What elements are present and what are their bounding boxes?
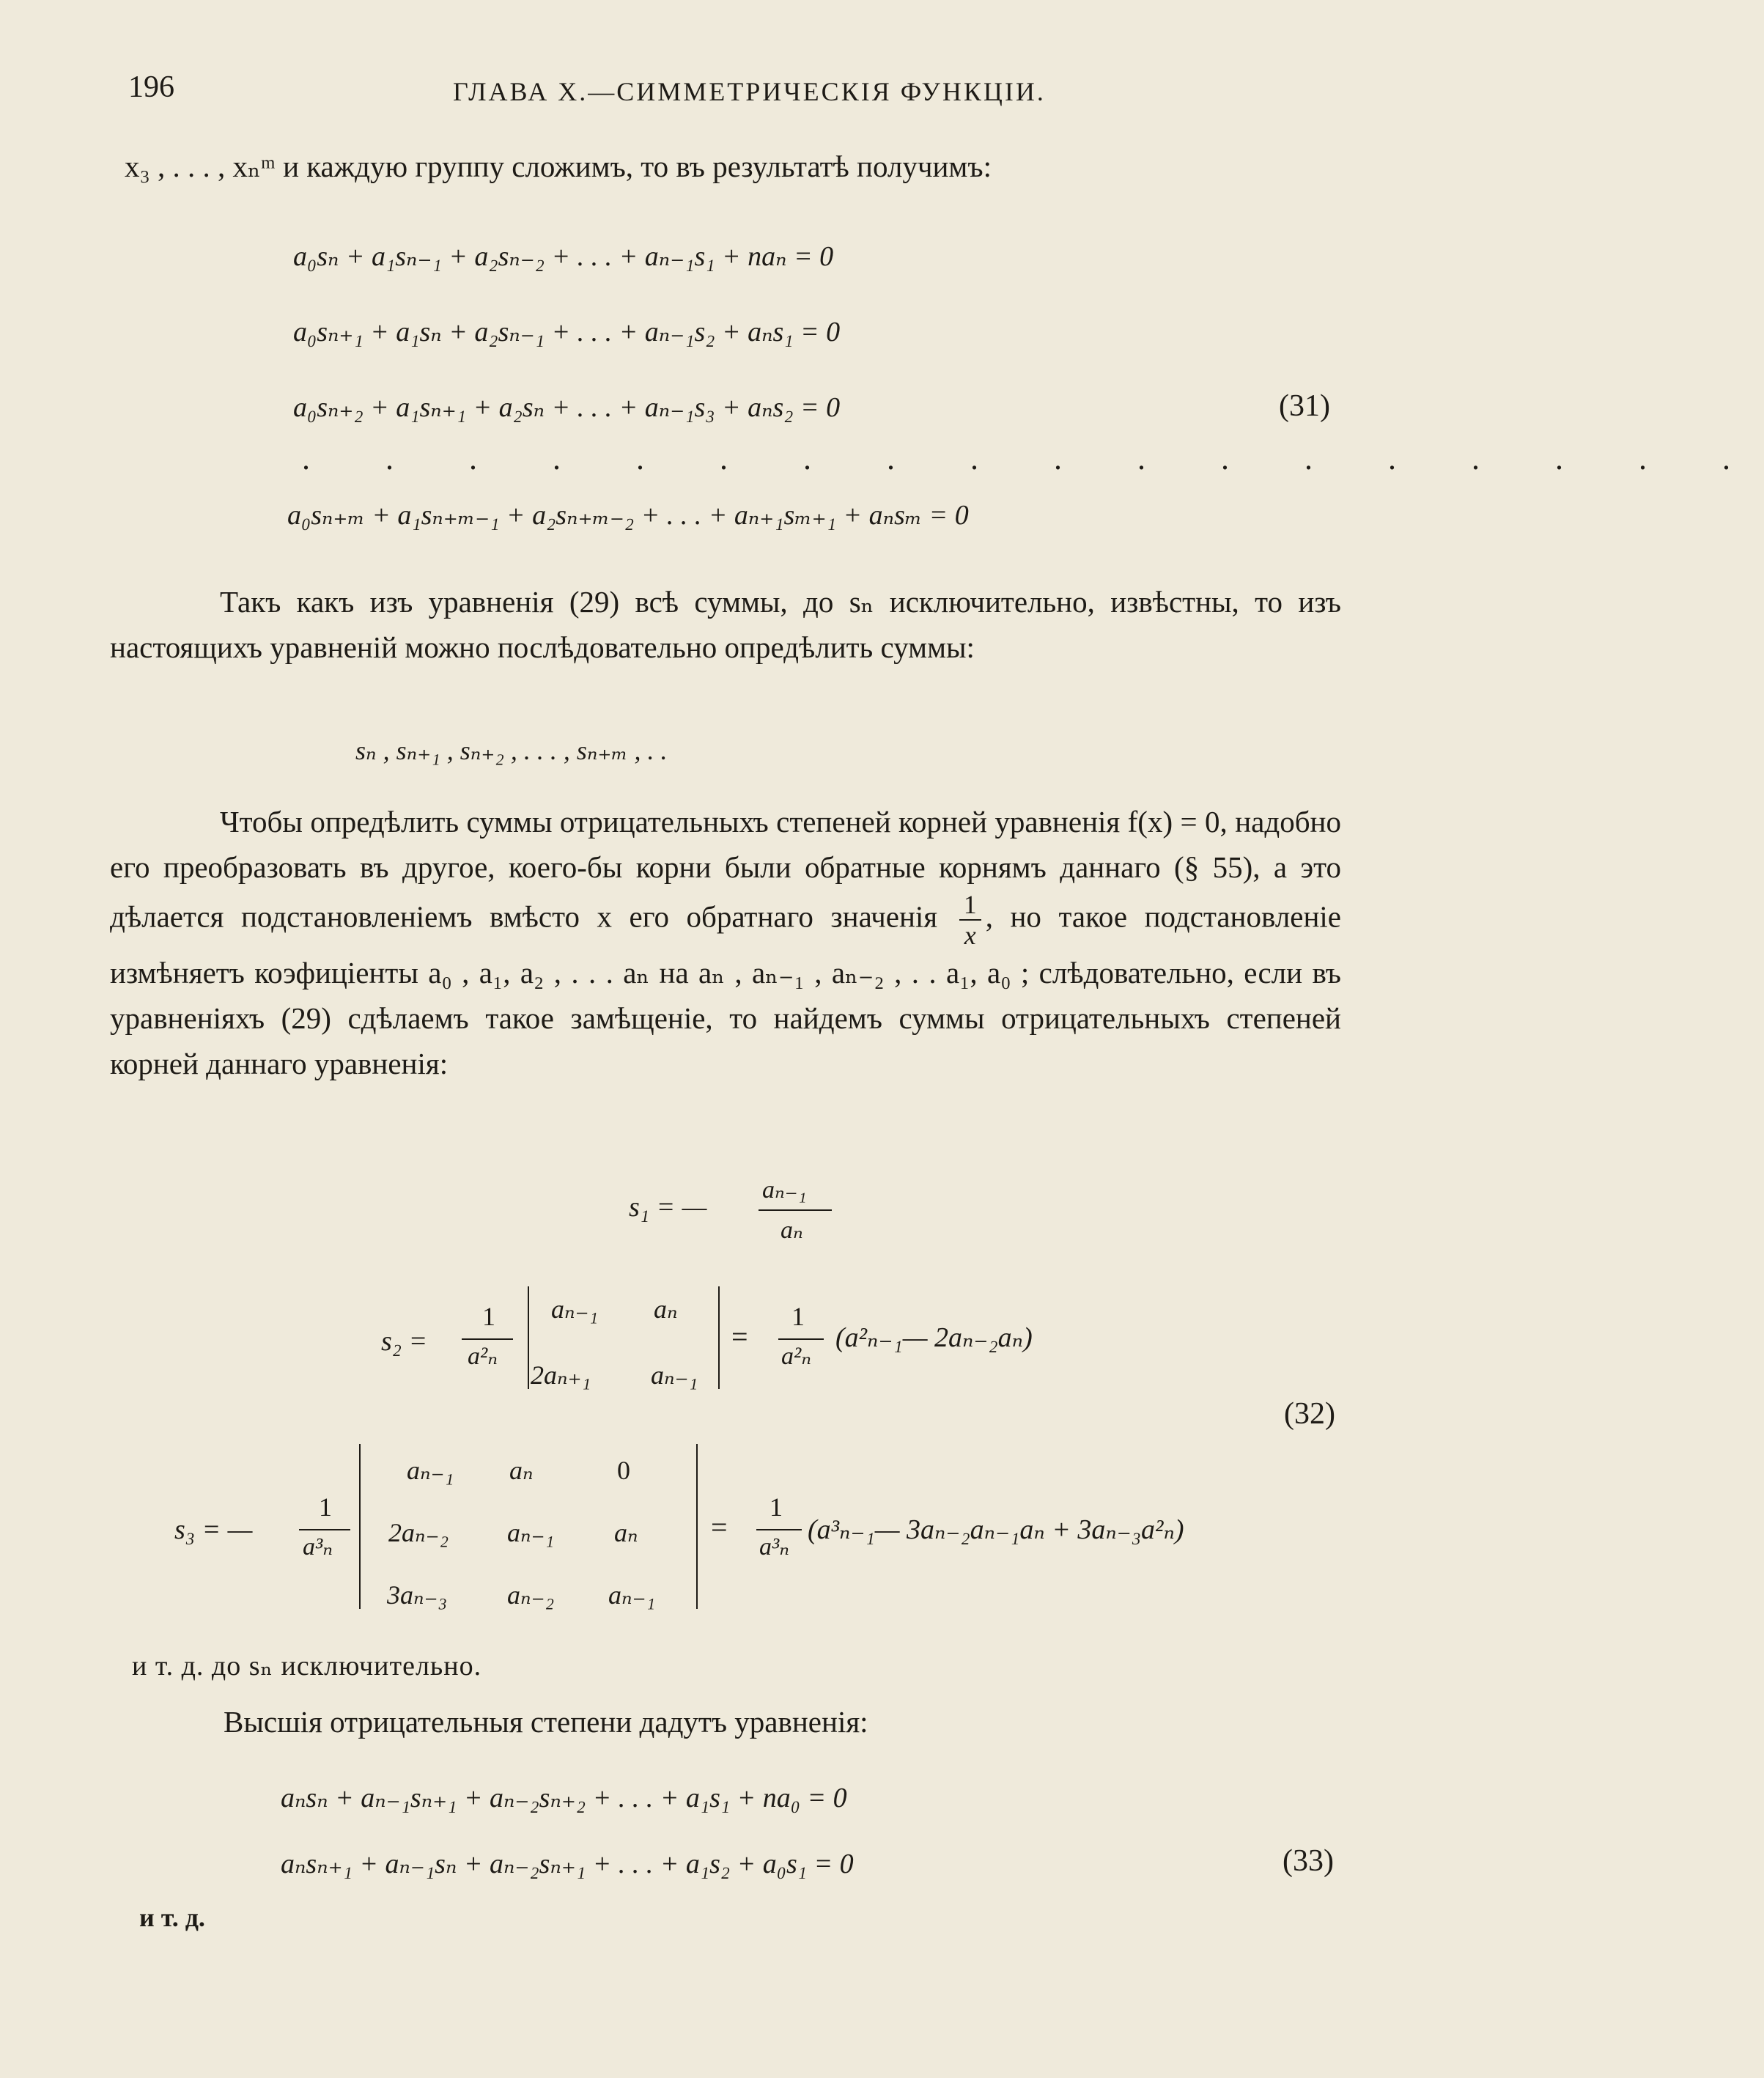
inline-fraction-denominator: x	[964, 921, 976, 950]
eq-s3-det-cell: 3aₙ₋₃	[387, 1580, 448, 1610]
eq-s3-det-cell: 2aₙ₋₂	[388, 1518, 449, 1547]
paragraph-text-part-1: Чтобы опредѣлить суммы отрицательныхъ степеней корней уравненія f(x) = 0, надобно его преобразовать въ другое, коего-бы корни были обратные корнямъ даннаго (§ 55), а это дѣлается подстановленіемъ вмѣсто x его обратнаго значенія	[110, 805, 1341, 934]
eq-s3-det-cell: aₙ₋₂	[507, 1580, 555, 1610]
eq-s2-frac-bar	[462, 1338, 513, 1340]
eq-s3-equals: =	[711, 1511, 728, 1544]
eq-s2-lhs: s₂ =	[381, 1326, 428, 1357]
intro-line: x₃ , . . . , xₙᵐ и каждую группу сложимъ, то въ результатѣ получимъ:	[125, 150, 992, 183]
eq-s3-rhs-denominator: a³ₙ	[759, 1533, 789, 1561]
paragraph-negative-powers	[110, 799, 1341, 1086]
paragraph-sums-known	[110, 579, 1341, 670]
eq-s2-rhs-numerator: 1	[791, 1302, 805, 1331]
eq-s2-frac-numerator: 1	[482, 1302, 495, 1331]
eq-s2-det-left-bar	[528, 1286, 529, 1389]
running-title: ГЛАВА X.—СИММЕТРИЧЕСКІЯ ФУНКЦІИ.	[453, 77, 1046, 106]
eq-s1-fraction-bar	[759, 1209, 832, 1211]
eq-s3-det-cell: aₙ₋₁	[507, 1518, 555, 1547]
eq-s2-rhs-denominator: a²ₙ	[781, 1343, 811, 1370]
paragraph-text: Такъ какъ изъ уравненія (29) всѣ суммы, до sₙ исключительно, извѣстны, то изъ настоящихъ уравненій можно послѣдовательно опредѣлить суммы:	[110, 585, 1341, 664]
system31-row-1: a₀sₙ + a₁sₙ₋₁ + a₂sₙ₋₂ + . . . + aₙ₋₁s₁ + naₙ = 0	[293, 241, 834, 272]
system31-dots: . . . . . . . . . . . . . . . . . .	[302, 441, 1764, 476]
paragraph-text-part-2: , но такое подстановленіе измѣняетъ коэфиціенты a₀ , a₁, a₂ , . . . aₙ на aₙ , aₙ₋₁ , aₙ₋₂ , . . a₁, a₀ ; слѣдовательно, если въ уравненіяхъ (29) сдѣлаемъ такое замѣщеніе, то найдемъ суммы отрицательныхъ степеней корней даннаго уравненія:	[110, 899, 1342, 1080]
eq-s3-det-left-bar	[359, 1444, 361, 1609]
eq-s3-frac-denominator: a³ₙ	[303, 1533, 333, 1561]
eq-s2-det-right-bar	[718, 1286, 720, 1389]
eq-s2-det-cell: aₙ₋₁	[551, 1294, 599, 1324]
equation-number-31: (31)	[1279, 389, 1330, 423]
eq-s3-frac-bar	[299, 1529, 350, 1530]
paragraph-higher-powers: Высшія отрицательныя степени дадутъ уравненія:	[224, 1705, 868, 1739]
eq-s3-det-cell: aₙ	[614, 1518, 638, 1547]
inline-fraction-numerator: 1	[959, 890, 981, 921]
eq-s3-det-cell: aₙ₋₁	[608, 1580, 656, 1610]
eq-s3-det-cell: aₙ	[509, 1456, 534, 1485]
system31-row-3: a₀sₙ₊₂ + a₁sₙ₊₁ + a₂sₙ + . . . + aₙ₋₁s₃ + aₙs₂ = 0	[293, 392, 841, 423]
system33-row-1: aₙsₙ + aₙ₋₁sₙ₊₁ + aₙ₋₂sₙ₊₂ + . . . + a₁s₁ + na₀ = 0	[281, 1783, 847, 1813]
eq-s2-rhs-expression: (a²ₙ₋₁— 2aₙ₋₂aₙ)	[835, 1322, 1033, 1353]
etc-final: и т. д.	[139, 1903, 205, 1932]
eq-s2-det-cell: aₙ₋₁	[651, 1360, 698, 1390]
eq-s1-lhs: s₁ = —	[629, 1192, 707, 1223]
eq-s3-rhs-expression: (a³ₙ₋₁— 3aₙ₋₂aₙ₋₁aₙ + 3aₙ₋₃a²ₙ)	[808, 1514, 1184, 1545]
eq-s2-equals: =	[731, 1320, 748, 1353]
eq-s2-frac-denominator: a²ₙ	[468, 1343, 498, 1370]
eq-s3-det-right-bar	[696, 1444, 698, 1609]
equation-number-32: (32)	[1284, 1397, 1335, 1431]
eq-s3-rhs-numerator: 1	[770, 1492, 783, 1522]
eq-s3-lhs: s₃ = —	[174, 1514, 253, 1545]
system31-row-2: a₀sₙ₊₁ + a₁sₙ + a₂sₙ₋₁ + . . . + aₙ₋₁s₂ + aₙs₁ = 0	[293, 317, 841, 347]
system33-row-2: aₙsₙ₊₁ + aₙ₋₁sₙ + aₙ₋₂sₙ₊₁ + . . . + a₁s₂ + a₀s₁ = 0	[281, 1849, 854, 1879]
inline-fraction	[959, 890, 981, 950]
eq-s3-det-cell: aₙ₋₁	[407, 1456, 454, 1485]
eq-s1-numerator: aₙ₋₁	[762, 1176, 807, 1204]
eq-s2-det-cell: 2aₙ₊₁	[531, 1360, 591, 1390]
eq-s3-frac-numerator: 1	[319, 1492, 332, 1522]
sums-sequence: sₙ , sₙ₊₁ , sₙ₊₂ , . . . , sₙ₊ₘ , . .	[355, 736, 668, 765]
eq-s3-det-cell: 0	[617, 1456, 630, 1485]
eq-s2-rhs-frac-bar	[778, 1338, 824, 1340]
eq-s2-det-cell: aₙ	[654, 1294, 678, 1324]
equation-number-33: (33)	[1283, 1844, 1334, 1878]
page-number: 196	[128, 70, 174, 104]
eq-s3-rhs-frac-bar	[756, 1529, 802, 1530]
etc-line: и т. д. до sₙ исключительно.	[132, 1651, 482, 1681]
eq-s1-denominator: aₙ	[780, 1217, 803, 1244]
system31-row-last: a₀sₙ₊ₘ + a₁sₙ₊ₘ₋₁ + a₂sₙ₊ₘ₋₂ + . . . + aₙ₊₁sₘ₊₁ + aₙsₘ = 0	[287, 500, 969, 531]
